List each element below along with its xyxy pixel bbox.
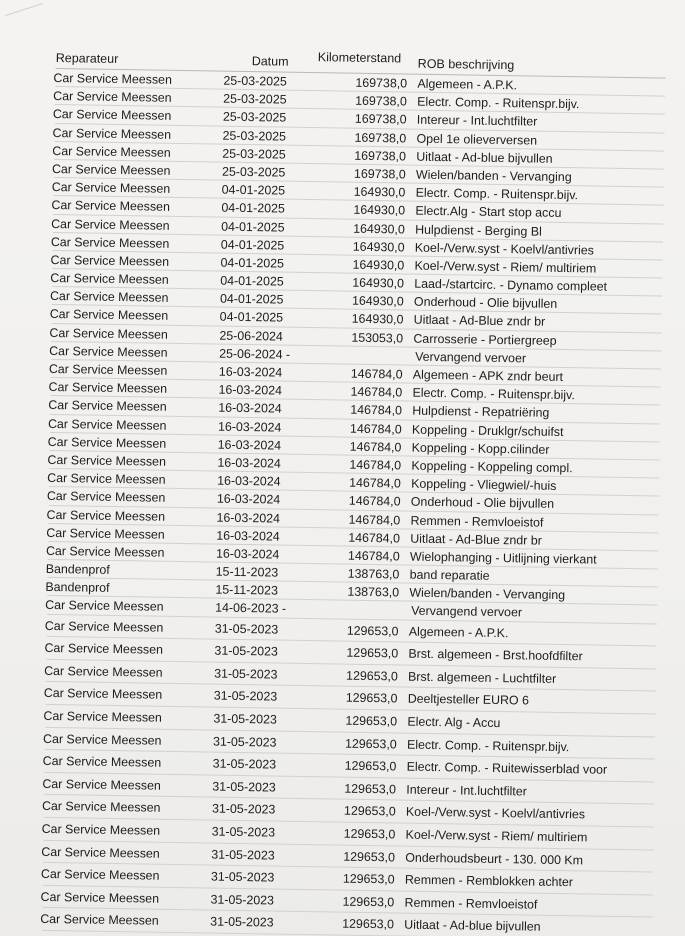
cell-rob-beschrijving: Koppeling - Vliegwiel/-huis: [411, 476, 557, 494]
cell-reparateur: Bandenprof: [45, 580, 110, 596]
cell-kilometerstand: 169738,0: [355, 75, 408, 91]
cell-datum: 16-03-2024: [216, 528, 280, 544]
cell-reparateur: Car Service Meessen: [51, 161, 171, 178]
cell-kilometerstand: 164930,0: [352, 239, 405, 255]
cell-rob-beschrijving: Electr. Alg - Accu: [407, 714, 501, 731]
cell-kilometerstand: 129653,0: [344, 758, 397, 774]
cell-datum: 31-05-2023: [212, 734, 277, 750]
cell-datum: 31-05-2023: [214, 666, 278, 682]
cell-rob-beschrijving: Brst. algemeen - Brst.hoofdfilter: [408, 646, 583, 664]
cell-datum: 16-03-2024: [216, 510, 281, 526]
cell-datum: 31-05-2023: [213, 688, 278, 704]
cell-reparateur: Car Service Meessen: [51, 198, 171, 215]
cell-datum: 31-05-2023: [211, 824, 276, 840]
cell-kilometerstand: 169738,0: [354, 148, 407, 164]
cell-reparateur: Car Service Meessen: [49, 343, 168, 360]
cell-kilometerstand: 146784,0: [349, 439, 402, 455]
cell-datum: 31-05-2023: [212, 756, 277, 772]
cell-datum: 31-05-2023: [213, 711, 277, 727]
cell-reparateur: Car Service Meessen: [52, 143, 171, 160]
cell-reparateur: Car Service Meessen: [48, 380, 168, 396]
cell-kilometerstand: 129653,0: [342, 894, 395, 910]
cell-kilometerstand: 129653,0: [342, 916, 395, 932]
cell-reparateur: Car Service Meessen: [52, 107, 172, 124]
cell-reparateur: Car Service Meessen: [50, 271, 169, 287]
cell-rob-beschrijving: Uitlaat - Ad-Blue zndr br: [410, 531, 542, 548]
cell-datum: 25-03-2025: [222, 110, 287, 125]
cell-rob-beschrijving: Koppeling - Druklgr/schuifst: [411, 422, 564, 439]
cell-kilometerstand: 146784,0: [350, 366, 403, 382]
cell-datum: 04-01-2025: [221, 182, 286, 198]
cell-reparateur: Car Service Meessen: [49, 289, 169, 306]
cell-reparateur: Car Service Meessen: [45, 598, 164, 615]
cell-datum: 04-01-2025: [221, 219, 285, 235]
cell-datum: 15-11-2023: [215, 582, 279, 598]
cell-datum: 16-03-2024: [215, 546, 280, 562]
cell-kilometerstand: 164930,0: [352, 275, 405, 291]
cell-datum: 14-06-2023 -: [215, 601, 287, 617]
cell-reparateur: Car Service Meessen: [51, 180, 171, 196]
cell-reparateur: Car Service Meessen: [44, 663, 163, 680]
cell-kilometerstand: 129653,0: [345, 691, 398, 706]
cell-reparateur: Car Service Meessen: [42, 776, 161, 793]
cell-rob-beschrijving: Wielen/banden - Vervanging: [409, 585, 566, 603]
cell-datum: 16-03-2024: [216, 491, 281, 507]
cell-rob-beschrijving: Intereur - Int.luchtfilter: [416, 113, 538, 129]
cell-rob-beschrijving: Wielophanging - Uitlijning vierkant: [409, 549, 597, 567]
cell-rob-beschrijving: Opel 1e olieverversen: [416, 131, 538, 148]
cell-kilometerstand: 164930,0: [353, 221, 405, 237]
cell-kilometerstand: 153053,0: [351, 330, 404, 346]
cell-datum: 16-03-2024: [217, 419, 282, 435]
paper-fold-mark: [0, 0, 43, 16]
cell-reparateur: Car Service Meessen: [45, 543, 165, 560]
cell-datum: 16-03-2024: [218, 364, 283, 380]
cell-rob-beschrijving: Electr. Comp. - Ruitenspr.bijv.: [406, 737, 570, 754]
cell-rob-beschrijving: Uitlaat - Ad-blue bijvullen: [416, 149, 553, 166]
cell-reparateur: Car Service Meessen: [52, 125, 172, 142]
cell-rob-beschrijving: Algemeen - APK zndr beurt: [412, 367, 564, 385]
cell-rob-beschrijving: Wielen/banden - Vervanging: [415, 167, 572, 185]
cell-reparateur: Car Service Meessen: [47, 434, 167, 451]
table-body: [42, 69, 665, 936]
cell-reparateur: Car Service Meessen: [41, 799, 161, 816]
cell-rob-beschrijving: Deeltjesteller EURO 6: [407, 692, 530, 708]
cell-rob-beschrijving: Electr. Comp. - Ruitenspr.bijv.: [412, 385, 575, 403]
cell-datum: 04-01-2025: [220, 237, 285, 253]
cell-rob-beschrijving: Koppeling - Kopp.cilinder: [411, 440, 550, 457]
cell-kilometerstand: 164930,0: [353, 184, 406, 200]
cell-datum: 31-05-2023: [210, 869, 275, 885]
cell-datum: 31-05-2023: [214, 621, 279, 637]
header-kilometerstand: Kilometerstand: [317, 50, 402, 66]
cell-rob-beschrijving: Electr. Comp. - Ruitenspr.bijv.: [415, 185, 579, 203]
cell-datum: 16-03-2024: [217, 455, 281, 471]
cell-rob-beschrijving: Onderhoud - Olie bijvullen: [410, 494, 555, 512]
cell-rob-beschrijving: Remmen - Remvloeistof: [410, 513, 544, 530]
cell-rob-beschrijving: Brst. algemeen - Luchtfilter: [407, 669, 557, 686]
cell-kilometerstand: 146784,0: [348, 530, 401, 546]
cell-reparateur: Car Service Meessen: [43, 686, 163, 703]
cell-rob-beschrijving: Koel-/Verw.syst - Koelvl/antivries: [405, 804, 586, 822]
cell-kilometerstand: 164930,0: [351, 312, 404, 327]
cell-rob-beschrijving: Uitlaat - Ad-Blue zndr br: [413, 313, 546, 330]
cell-reparateur: Car Service Meessen: [42, 731, 162, 748]
cell-rob-beschrijving: Vervangend vervoer: [415, 349, 527, 366]
cell-reparateur: Car Service Meessen: [47, 471, 166, 487]
cell-kilometerstand: 146784,0: [349, 421, 402, 437]
cell-rob-beschrijving: Koel-/Verw.syst - Riem/ multiriem: [414, 258, 597, 276]
cell-rob-beschrijving: Laad-/startcirc. - Dynamo compleet: [414, 276, 608, 294]
cell-datum: 16-03-2024: [218, 382, 283, 398]
cell-datum: 04-01-2025: [220, 273, 284, 289]
cell-kilometerstand: 146784,0: [350, 403, 403, 418]
cell-kilometerstand: 129653,0: [346, 668, 398, 684]
cell-datum: 31-05-2023: [210, 892, 275, 908]
cell-rob-beschrijving: band reparatie: [409, 567, 490, 583]
cell-reparateur: Car Service Meessen: [40, 889, 160, 906]
cell-kilometerstand: 146784,0: [347, 548, 400, 564]
cell-kilometerstand: 129653,0: [346, 623, 399, 639]
cell-reparateur: Car Service Meessen: [50, 234, 170, 251]
cell-rob-beschrijving: Electr.Alg - Start stop accu: [415, 203, 562, 221]
cell-kilometerstand: 164930,0: [351, 293, 404, 309]
cell-kilometerstand: 146784,0: [348, 512, 401, 527]
cell-reparateur: Car Service Meessen: [48, 361, 168, 378]
cell-kilometerstand: 146784,0: [349, 457, 402, 473]
cell-rob-beschrijving: Remmen - Remblokken achter: [404, 872, 574, 890]
cell-kilometerstand: 138763,0: [347, 584, 400, 600]
cell-datum: 04-01-2025: [219, 310, 284, 326]
cell-reparateur: Car Service Meessen: [44, 618, 164, 635]
maintenance-history-table: [42, 44, 666, 936]
cell-kilometerstand: 146784,0: [350, 384, 403, 400]
cell-datum: 25-06-2024: [219, 328, 283, 344]
cell-datum: 16-03-2024: [217, 473, 281, 489]
cell-reparateur: Car Service Meessen: [53, 89, 172, 106]
cell-rob-beschrijving: Onderhoudsbeurt - 130. 000 Km: [405, 850, 584, 867]
cell-kilometerstand: 129653,0: [344, 736, 397, 752]
cell-rob-beschrijving: Intereur - Int.luchtfilter: [406, 782, 527, 799]
cell-reparateur: Car Service Meessen: [53, 70, 173, 87]
cell-reparateur: Car Service Meessen: [41, 844, 160, 861]
cell-kilometerstand: 129653,0: [346, 645, 399, 661]
cell-rob-beschrijving: Koppeling - Koppeling compl.: [411, 458, 573, 476]
header-rob-beschrijving: ROB beschrijving: [417, 56, 515, 73]
cell-rob-beschrijving: Uitlaat - Ad-blue bijvullen: [404, 917, 541, 935]
cell-datum: 04-01-2025: [219, 291, 284, 307]
cell-kilometerstand: 129653,0: [345, 713, 398, 729]
cell-rob-beschrijving: Electr. Comp. - Ruitenspr.bijv.: [417, 94, 580, 112]
cell-rob-beschrijving: Koel-/Verw.syst - Riem/ multiriem: [405, 827, 588, 845]
header-reparateur: Reparateur: [55, 50, 119, 66]
cell-rob-beschrijving: Onderhoud - Olie bijvullen: [413, 294, 558, 312]
cell-datum: 15-11-2023: [215, 564, 279, 580]
cell-reparateur: Bandenprof: [45, 561, 110, 577]
cell-kilometerstand: 129653,0: [343, 849, 396, 864]
cell-rob-beschrijving: Electr. Comp. - Ruitewisserblad voor: [406, 759, 608, 777]
cell-kilometerstand: 146784,0: [349, 475, 401, 491]
cell-datum: 25-03-2025: [223, 91, 287, 107]
cell-datum: 25-03-2025: [222, 128, 287, 144]
cell-datum: 31-05-2023: [214, 643, 278, 659]
cell-kilometerstand: 129653,0: [342, 871, 395, 887]
cell-rob-beschrijving: Hulpdienst - Repatriëring: [412, 404, 550, 421]
cell-reparateur: Car Service Meessen: [44, 641, 164, 657]
cell-rob-beschrijving: Hulpdienst - Berging Bl: [415, 222, 542, 239]
cell-datum: 25-03-2025: [223, 73, 287, 89]
cell-reparateur: Car Service Meessen: [51, 216, 170, 233]
cell-kilometerstand: 164930,0: [353, 203, 406, 218]
cell-reparateur: Car Service Meessen: [47, 452, 167, 469]
cell-kilometerstand: 169738,0: [354, 130, 407, 146]
cell-rob-beschrijving: Carrosserie - Portiergreep: [413, 331, 557, 348]
cell-rob-beschrijving: Algemeen - A.P.K.: [417, 76, 518, 93]
cell-kilometerstand: 146784,0: [348, 493, 401, 509]
cell-kilometerstand: 129653,0: [343, 803, 396, 819]
cell-datum: 25-03-2025: [222, 146, 286, 162]
cell-datum: 31-05-2023: [212, 779, 276, 795]
cell-kilometerstand: 129653,0: [344, 781, 397, 797]
cell-reparateur: Car Service Meessen: [50, 252, 170, 269]
cell-datum: 04-01-2025: [220, 255, 285, 271]
cell-datum: 04-01-2025: [221, 200, 285, 216]
cell-kilometerstand: 169738,0: [353, 166, 406, 182]
cell-kilometerstand: 129653,0: [343, 826, 396, 842]
cell-reparateur: Car Service Meessen: [42, 754, 162, 770]
cell-reparateur: Car Service Meessen: [41, 821, 161, 838]
cell-datum: 16-03-2024: [217, 437, 282, 453]
header-datum: Datum: [251, 54, 289, 69]
cell-datum: 25-06-2024 -: [219, 346, 291, 362]
cell-reparateur: Car Service Meessen: [46, 525, 165, 542]
cell-kilometerstand: 169738,0: [354, 112, 407, 127]
cell-kilometerstand: 138763,0: [347, 566, 400, 582]
cell-reparateur: Car Service Meessen: [43, 708, 162, 725]
cell-reparateur: Car Service Meessen: [40, 867, 160, 883]
cell-rob-beschrijving: Vervangend vervoer: [411, 604, 523, 620]
cell-datum: 16-03-2024: [218, 400, 282, 416]
cell-kilometerstand: 164930,0: [352, 257, 405, 273]
cell-reparateur: Car Service Meessen: [46, 489, 166, 506]
cell-reparateur: Car Service Meessen: [49, 307, 169, 324]
cell-rob-beschrijving: Koel-/Verw.syst - Koelvl/antivries: [414, 240, 594, 258]
cell-kilometerstand: 169738,0: [355, 93, 407, 109]
cell-datum: 31-05-2023: [211, 847, 275, 863]
cell-reparateur: Car Service Meessen: [48, 398, 167, 415]
cell-reparateur: Car Service Meessen: [49, 325, 169, 342]
cell-reparateur: Car Service Meessen: [47, 416, 167, 433]
cell-rob-beschrijving: Remmen - Remvloeistof: [404, 895, 538, 912]
cell-reparateur: Car Service Meessen: [46, 507, 166, 524]
cell-datum: 31-05-2023: [211, 801, 276, 817]
cell-datum: 31-05-2023: [210, 914, 274, 930]
cell-rob-beschrijving: Algemeen - A.P.K.: [408, 624, 509, 640]
cell-datum: 25-03-2025: [221, 164, 286, 180]
cell-reparateur: Car Service Meessen: [40, 912, 159, 929]
